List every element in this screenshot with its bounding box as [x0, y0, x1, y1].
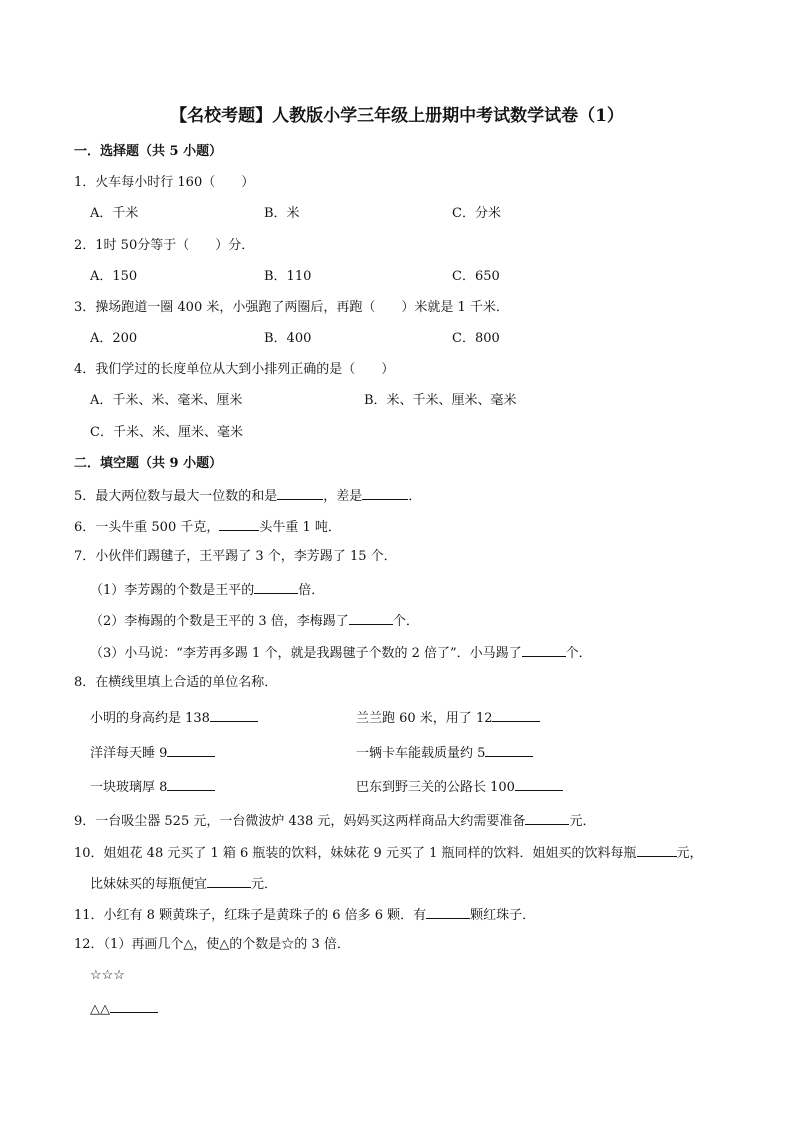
question-4-option-a: A．千米、米、毫米、厘米 [90, 393, 243, 408]
question-10-text: 10．姐姐花 48 元买了 1 箱 6 瓶装的饮料，妹妹花 9 元买了 1 瓶同样的饮料．姐姐买的饮料每瓶 [74, 846, 637, 861]
question-8-item [90, 776, 215, 798]
question-3-option-c: C．800 [452, 331, 500, 346]
question-8-item-text: 巴东到野三关的公路长 100 [356, 780, 515, 795]
question-6-text-2: 头牛重 1 吨． [259, 520, 341, 535]
question-5 [74, 485, 421, 507]
question-2-option-b: B．110 [264, 269, 312, 284]
answer-blank[interactable] [349, 610, 393, 625]
question-7-sub-1 [90, 579, 324, 601]
question-1-stem: 1．火车每小时行 160（ ） [74, 175, 255, 190]
question-7-sub-3 [90, 642, 592, 664]
question-7-stem: 7．小伙伴们踢毽子，王平踢了 3 个，李芳踢了 15 个． [74, 549, 397, 564]
question-7-sub-2 [90, 610, 419, 632]
section-header-fill: 二．填空题（共 9 小题） [74, 456, 223, 471]
question-2-option-a: A．150 [90, 269, 138, 284]
question-3-option-b: B．400 [264, 331, 312, 346]
question-9-text: 9．一台吸尘器 525 元，一台微波炉 438 元，妈妈买这两样商品大约需要准备 [74, 814, 526, 829]
question-7-sub-1-text: （1）李芳踢的个数是王平的 [90, 583, 255, 598]
question-7-sub-3-suffix: 个． [565, 646, 592, 661]
question-9 [74, 810, 595, 832]
answer-blank[interactable] [210, 707, 258, 722]
answer-blank[interactable] [515, 776, 563, 791]
question-8-item [90, 707, 258, 729]
question-8-item [356, 776, 563, 798]
question-10-text-3: 比妹妹买的每瓶便宜 [90, 877, 208, 892]
question-8-item [356, 707, 540, 729]
answer-blank[interactable] [254, 579, 298, 594]
answer-blank[interactable] [492, 707, 540, 722]
triangle-row [90, 998, 158, 1020]
question-8-item-text: 小明的身高约是 138 [90, 711, 210, 726]
question-8-item-text: 一块玻璃厚 8 [90, 780, 168, 795]
question-1-option-b: B．米 [264, 206, 300, 221]
answer-blank[interactable] [485, 742, 533, 757]
question-11-text: 11．小红有 8 颗黄珠子，红珠子是黄珠子的 6 倍多 6 颗．有 [74, 908, 427, 923]
question-12-stem: 12．（1）再画几个△，使△的个数是☆的 3 倍． [74, 937, 350, 952]
question-10-line-2 [90, 873, 277, 895]
question-5-text-1: 5．最大两位数与最大一位数的和是 [74, 489, 278, 504]
answer-blank[interactable] [525, 810, 569, 825]
question-7-sub-2-text: （2）李梅踢的个数是王平的 3 倍，李梅踢了 [90, 614, 349, 629]
question-6-text-1: 6．一头牛重 500 千克， [74, 520, 220, 535]
question-11-suffix: 颗红珠子． [470, 908, 536, 923]
answer-blank[interactable] [637, 842, 677, 857]
star-row: ☆☆☆ [90, 968, 125, 983]
question-5-text-3: ． [408, 489, 422, 504]
question-3-stem: 3．操场跑道一圈 400 米，小强跑了两圈后，再跑（ ）米就是 1 千米． [74, 300, 509, 315]
question-8-stem: 8．在横线里填上合适的单位名称． [74, 675, 278, 690]
question-7-sub-1-suffix: 倍． [298, 583, 325, 598]
question-1-option-a: A．千米 [90, 206, 139, 221]
answer-blank[interactable] [277, 485, 323, 500]
question-8-item-text: 一辆卡车能载质量约 5 [356, 746, 486, 761]
question-11 [74, 904, 535, 926]
answer-blank[interactable] [426, 904, 470, 919]
answer-blank[interactable] [207, 873, 251, 888]
question-9-suffix: 元． [569, 814, 596, 829]
question-10-text-4: 元． [251, 877, 278, 892]
question-8-item [356, 742, 533, 764]
question-8-item-text: 兰兰跑 60 米，用了 12 [356, 711, 493, 726]
section-header-choice: 一．选择题（共 5 小题） [74, 144, 223, 159]
question-7-sub-3-text: （3）小马说：“李芳再多踢 1 个，就是我踢毽子个数的 2 倍了”．小马踢了 [90, 646, 522, 661]
answer-blank[interactable] [522, 642, 566, 657]
question-6 [74, 516, 341, 538]
answer-blank[interactable] [362, 485, 408, 500]
question-10-line-1 [74, 842, 703, 864]
question-8-item [90, 742, 215, 764]
question-4-option-b: B．米、千米、厘米、毫米 [364, 393, 517, 408]
question-1-option-c: C．分米 [452, 206, 501, 221]
question-5-text-2: ，差是 [323, 489, 363, 504]
question-3-option-a: A．200 [90, 331, 138, 346]
question-2-option-c: C．650 [452, 269, 500, 284]
question-4-option-c: C．千米、米、厘米、毫米 [90, 425, 243, 440]
triangle-glyphs: △△ [90, 1002, 110, 1017]
question-2-stem: 2．1时 50分等于（ ）分． [74, 238, 255, 253]
answer-blank[interactable] [167, 776, 215, 791]
answer-blank[interactable] [219, 516, 259, 531]
page-title: 【名校考题】人教版小学三年级上册期中考试数学试卷（1） [170, 106, 624, 126]
question-8-item-text: 洋洋每天睡 9 [90, 746, 168, 761]
question-10-text-2: 元， [676, 846, 703, 861]
question-7-sub-2-suffix: 个． [392, 614, 419, 629]
answer-blank[interactable] [110, 998, 158, 1013]
question-4-stem: 4．我们学过的长度单位从大到小排列正确的是（ ） [74, 362, 395, 377]
answer-blank[interactable] [167, 742, 215, 757]
